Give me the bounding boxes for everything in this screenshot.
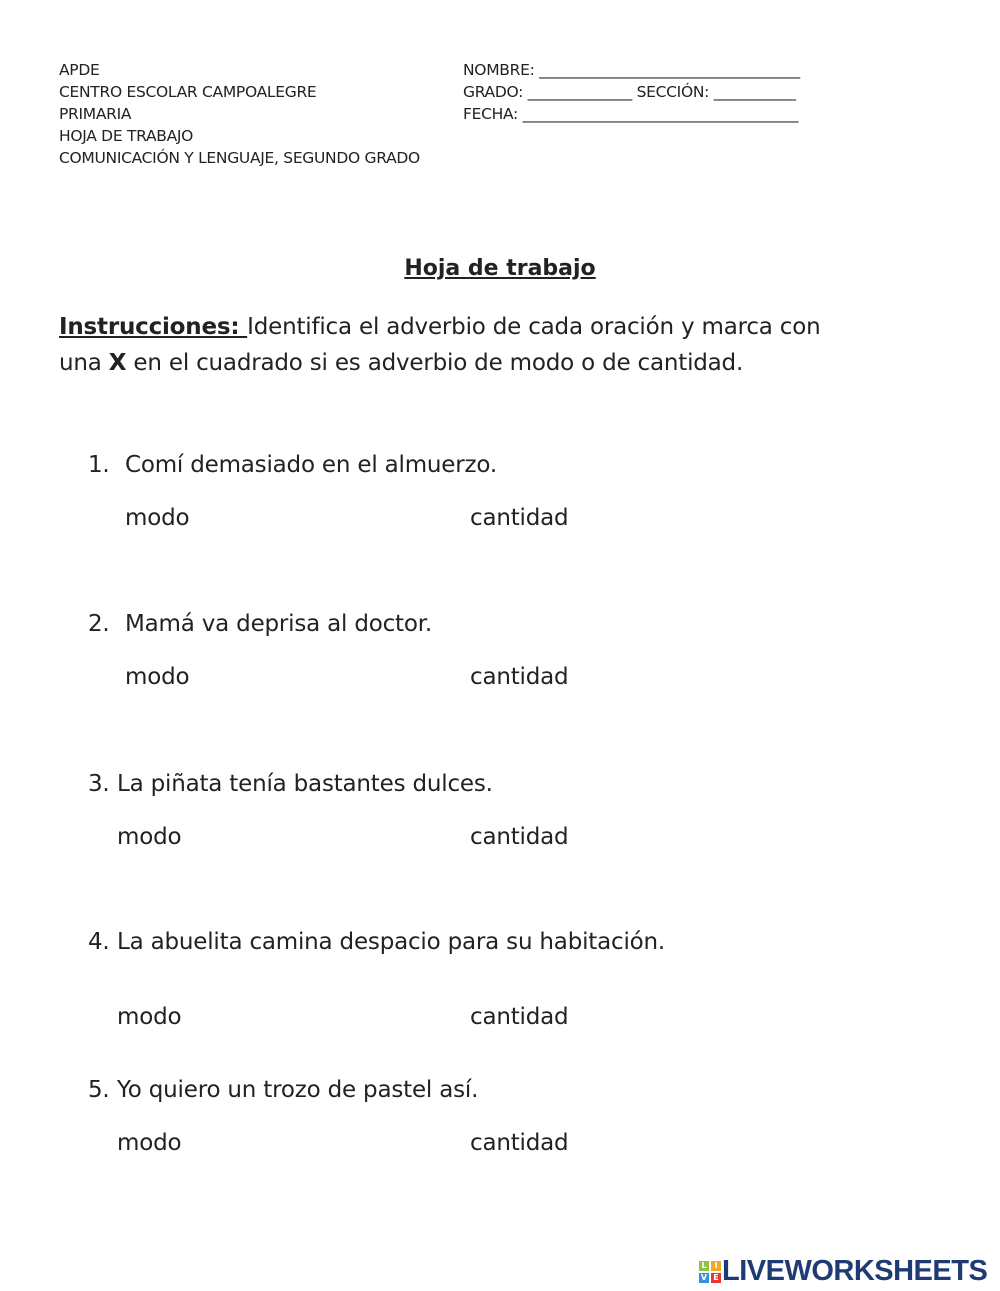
option-cantidad[interactable]: cantidad xyxy=(470,1130,569,1156)
page-title: Hoja de trabajo xyxy=(404,256,596,281)
question-number: 4. xyxy=(88,929,110,955)
logo-text: LIVEWORKSHEETS xyxy=(722,1255,988,1287)
question-text: La piñata tenía bastantes dulces. xyxy=(117,771,493,797)
question-number: 5. xyxy=(88,1077,110,1103)
option-modo[interactable]: modo xyxy=(125,664,190,690)
student-fields xyxy=(463,59,800,125)
school-line: CENTRO ESCOLAR CAMPOALEGRE xyxy=(59,83,317,101)
instructions-label: Instrucciones: xyxy=(59,314,248,340)
option-modo[interactable]: modo xyxy=(117,1004,182,1030)
instructions-text: en el cuadrado si es adverbio de modo o de cantidad. xyxy=(126,350,744,376)
instructions xyxy=(59,309,821,381)
instructions-text: Identifica el adverbio de cada oración y marca con xyxy=(247,314,821,340)
fecha-field[interactable]: FECHA: _____________________________________ xyxy=(463,105,799,123)
option-modo[interactable]: modo xyxy=(125,505,190,531)
option-cantidad[interactable]: cantidad xyxy=(470,824,569,850)
liveworksheets-logo xyxy=(698,1255,987,1288)
instructions-x: X xyxy=(108,350,127,376)
school-line: HOJA DE TRABAJO xyxy=(59,127,194,145)
option-cantidad[interactable]: cantidad xyxy=(470,505,569,531)
option-cantidad[interactable]: cantidad xyxy=(470,664,569,690)
nombre-field[interactable]: NOMBRE: ___________________________________ xyxy=(463,61,800,79)
instructions-text: una xyxy=(59,350,109,376)
option-modo[interactable]: modo xyxy=(117,824,182,850)
question-number: 3. xyxy=(88,771,110,797)
option-modo[interactable]: modo xyxy=(117,1130,182,1156)
logo-icon: L I V E xyxy=(698,1260,722,1284)
grado-seccion-field[interactable]: GRADO: ______________ SECCIÓN: ___________ xyxy=(463,83,796,101)
question-number: 1. xyxy=(88,452,110,478)
question-text: Mamá va deprisa al doctor. xyxy=(125,611,433,637)
question-text: Yo quiero un trozo de pastel así. xyxy=(117,1077,479,1103)
question-text: La abuelita camina despacio para su habitación. xyxy=(117,929,666,955)
school-line: COMUNICACIÓN Y LENGUAJE, SEGUNDO GRADO xyxy=(59,149,420,167)
question-text: Comí demasiado en el almuerzo. xyxy=(125,452,497,478)
school-line: APDE xyxy=(59,61,100,79)
option-cantidad[interactable]: cantidad xyxy=(470,1004,569,1030)
school-line: PRIMARIA xyxy=(59,105,132,123)
question-number: 2. xyxy=(88,611,110,637)
school-info xyxy=(59,59,420,169)
